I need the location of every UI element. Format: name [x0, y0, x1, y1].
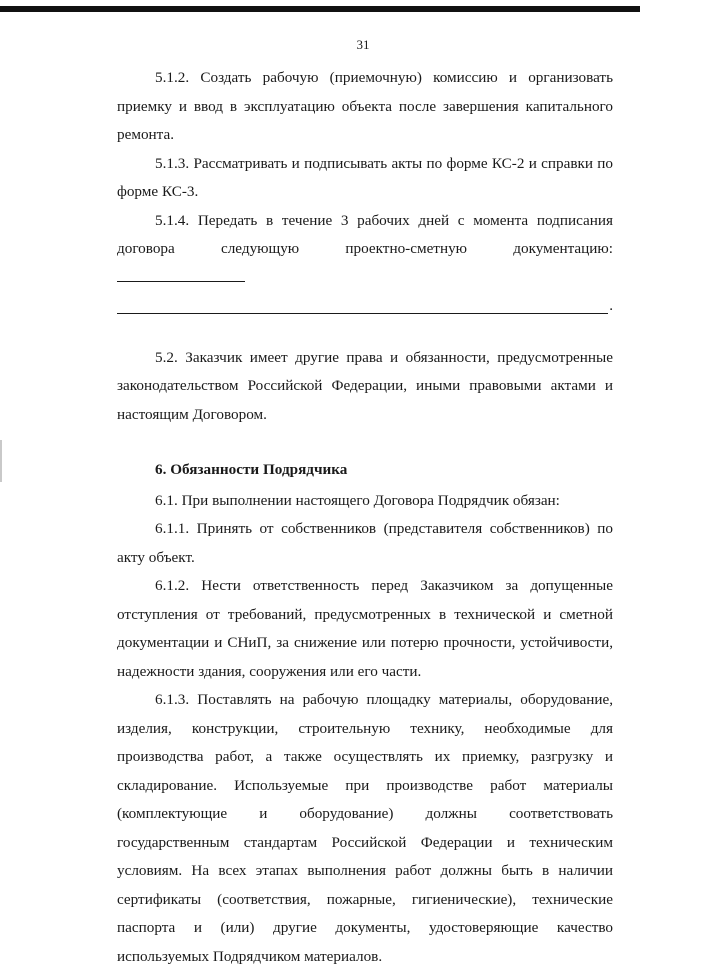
- fill-in-blank-rule: [117, 313, 608, 314]
- clause-6-1: 6.1. При выполнении настоящего Договора Подрядчик обязан:: [155, 491, 560, 509]
- clause-5-1-4-text: 5.1.4. Передать в течение 3 рабочих дней с момента подписания договора следующую проектно-сметную документацию:: [117, 211, 613, 257]
- section-6-heading: 6. Обязанности Подрядчика: [155, 461, 348, 478]
- clause-6-1-1: 6.1.1. Принять от собственников (представителя собственников) по акту объект.: [117, 520, 613, 566]
- clause-5-2: 5.2. Заказчик имеет другие права и обязанности, предусмотренные законодательством Российской Федерации, иными правовыми актами и настоящим Договором.: [117, 348, 613, 423]
- clause-6-1-3: 6.1.3. Поставлять на рабочую площадку материалы, оборудование, изделия, конструкции, строительную технику, необходимые для производства работ, а также осуществлять их приемку, разгрузку и складирование. Используемые при производстве работ материалы (комплектующие и оборудование) должны соответствовать государственным стандартам Российской Федерации и техническим условиям. На всех этапах выполнения работ должны быть в наличии сертификаты (соответствия, пожарные, гигиенические), технические паспорта и (или) другие документы, удостоверяющие качество используемых Подрядчиком материалов.: [117, 691, 613, 965]
- fill-in-blank-short: [117, 269, 245, 282]
- clause-5-1-2: 5.1.2. Создать рабочую (приемочную) комиссию и организовать приемку и ввод в эксплуатацию объекта после завершения капитального ремонта.: [117, 69, 613, 143]
- clause-5-1-4: [117, 207, 613, 293]
- top-border-line: [0, 6, 640, 12]
- clause-6-1-2: 6.1.2. Нести ответственность перед Заказчиком за допущенные отступления от требований, предусмотренных в технической и сметной документации и СНиП, за снижение или потерю прочности, устойчивости, надежности здания, сооружения или его части.: [117, 577, 613, 680]
- fill-in-blank-period: .: [609, 297, 613, 314]
- document-body: [117, 64, 613, 971]
- margin-scan-mark: [0, 440, 2, 482]
- page-number: 31: [356, 37, 370, 52]
- clause-5-1-3: 5.1.3. Рассматривать и подписывать акты по форме КС-2 и справки по форме КС-3.: [117, 154, 613, 200]
- fill-in-blank-line: [117, 292, 613, 321]
